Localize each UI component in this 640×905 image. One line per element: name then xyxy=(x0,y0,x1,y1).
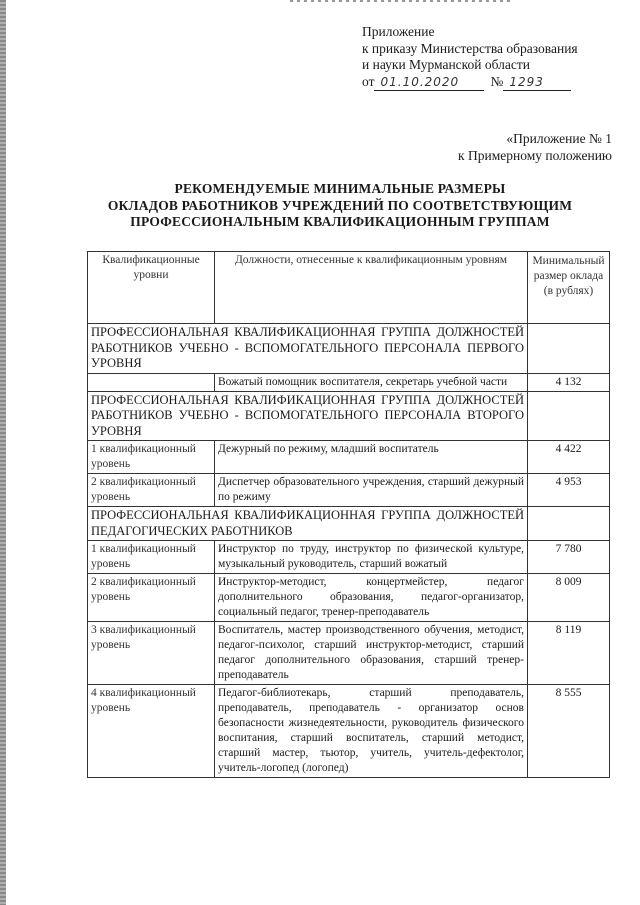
header-positions: Должности, отнесенные к квалификационным уровням xyxy=(215,252,528,324)
table-row xyxy=(88,474,610,507)
table-row xyxy=(88,541,610,574)
title-line: ПРОФЕССИОНАЛЬНЫМ КВАЛИФИКАЦИОННЫМ ГРУППАМ xyxy=(130,214,550,229)
appendix-line: к приказу Министерства образования xyxy=(362,40,578,56)
group-empty-cell xyxy=(528,507,610,541)
level-cell: 1 квалификационный уровень xyxy=(88,441,215,474)
header-levels: Квалификационные уровни xyxy=(88,252,215,324)
level-cell: 3 квалификационный уровень xyxy=(88,622,215,685)
positions-cell: Воспитатель, мастер производственного обучения, методист, педагог-психолог, старший инструктор-методист, старший педагог дополнительного образования, старший тренер-преподаватель xyxy=(215,622,528,685)
header-salary: Минимальный размер оклада (в рублях) xyxy=(528,252,610,324)
scan-noise xyxy=(290,0,510,2)
salary-cell: 8 119 xyxy=(528,622,610,685)
appendix-line: Приложение xyxy=(362,24,435,39)
title-line: ОКЛАДОВ РАБОТНИКОВ УЧРЕЖДЕНИЙ ПО СООТВЕТСТВУЮЩИМ xyxy=(107,197,573,213)
level-cell: 2 квалификационный уровень xyxy=(88,474,215,507)
table-row xyxy=(88,574,610,622)
salary-cell: 8 009 xyxy=(528,574,610,622)
salary-table xyxy=(87,251,610,778)
salary-cell: 4 422 xyxy=(528,441,610,474)
order-date: 01.10.2020 xyxy=(374,74,484,92)
level-cell: 2 квалификационный уровень xyxy=(88,574,215,622)
group-title: ПРОФЕССИОНАЛЬНАЯ КВАЛИФИКАЦИОННАЯ ГРУППА ДОЛЖНОСТЕЙ РАБОТНИКОВ УЧЕБНО - ВСПОМОГАТЕЛЬНОГО ПЕРСОНАЛА ПЕРВОГО УРОВНЯ xyxy=(88,324,528,374)
appendix-line: и науки Мурманской области xyxy=(362,57,531,72)
appendix2-block xyxy=(458,130,612,164)
order-number: 1293 xyxy=(503,74,571,92)
table-row xyxy=(88,622,610,685)
table-row xyxy=(88,373,610,391)
table-row xyxy=(88,441,610,474)
level-cell: 1 квалификационный уровень xyxy=(88,541,215,574)
salary-cell: 8 555 xyxy=(528,685,610,778)
title-line: РЕКОМЕНДУЕМЫЕ МИНИМАЛЬНЫЕ РАЗМЕРЫ xyxy=(174,181,506,196)
group-row xyxy=(88,324,610,374)
positions-cell: Дежурный по режиму, младший воспитатель xyxy=(215,441,528,474)
group-row xyxy=(88,391,610,441)
group-empty-cell xyxy=(528,391,610,441)
group-row xyxy=(88,507,610,541)
table-row xyxy=(88,685,610,778)
document-title xyxy=(60,181,620,231)
appendix-block xyxy=(362,24,632,91)
positions-cell: Инструктор-методист, концертмейстер, педагог дополнительного образования, педагог-организатор, социальный педагог, тренер-преподаватель xyxy=(215,574,528,622)
scan-edge xyxy=(0,0,6,905)
positions-cell: Вожатый помощник воспитателя, секретарь учебной части xyxy=(215,373,528,391)
positions-cell: Диспетчер образовательного учреждения, старший дежурный по режиму xyxy=(215,474,528,507)
appendix2-line: к Примерному положению xyxy=(458,148,612,163)
level-cell: 4 квалификационный уровень xyxy=(88,685,215,778)
positions-cell: Инструктор по труду, инструктор по физической культуре, музыкальный руководитель, старший вожатый xyxy=(215,541,528,574)
order-number-label: № xyxy=(490,73,504,89)
order-prefix: от xyxy=(362,73,375,89)
table-header-row xyxy=(88,252,610,324)
group-empty-cell xyxy=(528,324,610,374)
salary-cell: 4 953 xyxy=(528,474,610,507)
group-title: ПРОФЕССИОНАЛЬНАЯ КВАЛИФИКАЦИОННАЯ ГРУППА ДОЛЖНОСТЕЙ ПЕДАГОГИЧЕСКИХ РАБОТНИКОВ xyxy=(88,507,528,541)
positions-cell: Педагог-библиотекарь, старший преподаватель, преподаватель, преподаватель - организатор основ безопасности жизнедеятельности, руководитель физического воспитания, старший воспитатель, старший методист, старший мастер, тьютор, учитель, учитель-дефектолог, учитель-логопед (логопед) xyxy=(215,685,528,778)
appendix2-line: «Приложение № 1 xyxy=(506,131,612,146)
salary-cell: 4 132 xyxy=(528,373,610,391)
group-title: ПРОФЕССИОНАЛЬНАЯ КВАЛИФИКАЦИОННАЯ ГРУППА ДОЛЖНОСТЕЙ РАБОТНИКОВ УЧЕБНО - ВСПОМОГАТЕЛЬНОГО ПЕРСОНАЛА ВТОРОГО УРОВНЯ xyxy=(88,391,528,441)
salary-cell: 7 780 xyxy=(528,541,610,574)
order-line xyxy=(362,74,632,92)
level-cell xyxy=(88,373,215,391)
